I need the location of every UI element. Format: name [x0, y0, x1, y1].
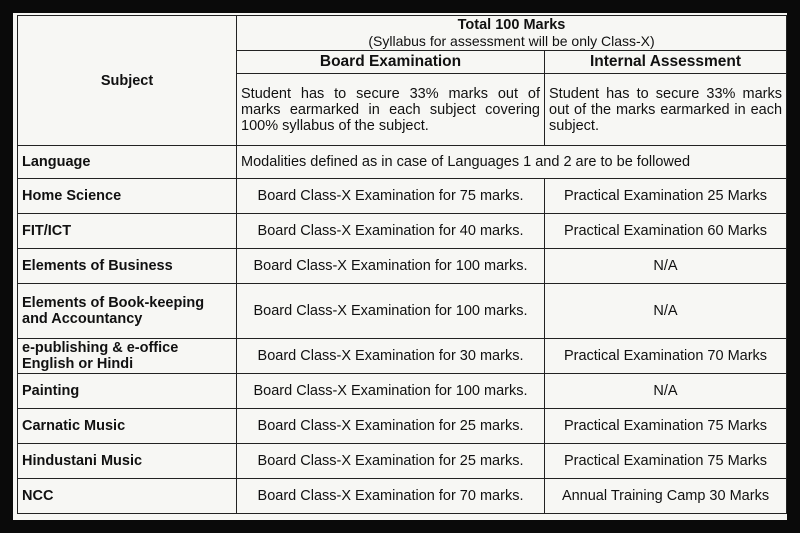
internal-assessment-cell: Practical Examination 70 Marks [545, 339, 787, 374]
internal-assessment-header: Internal Assessment [545, 51, 787, 74]
language-modalities-cell: Modalities defined as in case of Languages 1 and 2 are to be followed [237, 146, 787, 179]
document-page [13, 13, 787, 520]
board-exam-cell: Board Class-X Examination for 40 marks. [237, 214, 545, 249]
board-exam-cell: Board Class-X Examination for 100 marks. [237, 284, 545, 339]
board-exam-cell: Board Class-X Examination for 30 marks. [237, 339, 545, 374]
board-exam-cell: Board Class-X Examination for 100 marks. [237, 249, 545, 284]
board-exam-description: Student has to secure 33% marks out of marks earmarked in each subject covering 100% syllabus of the subject. [237, 74, 545, 146]
table-row [18, 249, 787, 284]
board-exam-cell: Board Class-X Examination for 100 marks. [237, 374, 545, 409]
total-marks-subtitle: (Syllabus for assessment will be only Class-X) [368, 33, 655, 49]
subject-cell: FIT/ICT [18, 214, 237, 249]
subject-cell: Painting [18, 374, 237, 409]
table-row [18, 214, 787, 249]
internal-assessment-cell: N/A [545, 284, 787, 339]
internal-assessment-cell: Annual Training Camp 30 Marks [545, 479, 787, 514]
table-row [18, 444, 787, 479]
internal-assessment-cell: Practical Examination 60 Marks [545, 214, 787, 249]
internal-assessment-cell: Practical Examination 75 Marks [545, 444, 787, 479]
board-exam-cell: Board Class-X Examination for 25 marks. [237, 409, 545, 444]
internal-assessment-cell: Practical Examination 75 Marks [545, 409, 787, 444]
internal-assessment-cell: N/A [545, 249, 787, 284]
subject-cell: Home Science [18, 179, 237, 214]
assessment-table [17, 15, 787, 514]
table-row [18, 409, 787, 444]
subject-cell: e-publishing & e-office English or Hindi [18, 339, 237, 374]
table-row [18, 179, 787, 214]
internal-assessment-cell: N/A [545, 374, 787, 409]
board-exam-cell: Board Class-X Examination for 70 marks. [237, 479, 545, 514]
subject-cell: Elements of Book-keeping and Accountancy [18, 284, 237, 339]
board-exam-cell: Board Class-X Examination for 75 marks. [237, 179, 545, 214]
internal-assessment-description: Student has to secure 33% marks out of the marks earmarked in each subject. [545, 74, 787, 146]
board-exam-header: Board Examination [237, 51, 545, 74]
table-row-language [18, 146, 787, 179]
header-row-total [18, 16, 787, 51]
total-marks-header [237, 16, 787, 51]
table-row [18, 339, 787, 374]
subject-cell: Language [18, 146, 237, 179]
board-exam-cell: Board Class-X Examination for 25 marks. [237, 444, 545, 479]
subject-cell: Hindustani Music [18, 444, 237, 479]
subject-header: Subject [18, 16, 237, 146]
table-row [18, 479, 787, 514]
subject-cell: Elements of Business [18, 249, 237, 284]
total-marks-title: Total 100 Marks [457, 17, 566, 33]
subject-cell: Carnatic Music [18, 409, 237, 444]
table-row [18, 284, 787, 339]
internal-assessment-cell: Practical Examination 25 Marks [545, 179, 787, 214]
subject-cell: NCC [18, 479, 237, 514]
table-row [18, 374, 787, 409]
